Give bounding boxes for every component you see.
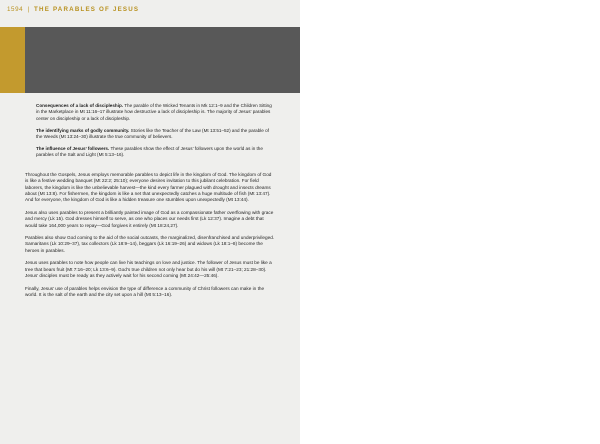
body-paragraph: Throughout the Gospels, Jesus employs memorable parables to depict life in the kingdom of God. The kingdom of God is like a festive wedding banquet (Mt 22:2; 25:10); everyone desires invitation to this jubilant celebration. For field laborers, the kingdom is like the unbelievable harvest—the kind every farmer plagued with drought and insects dreams about (Mt 13:8). For fishermen, the kingdom is like a net that unexpectedly catches a huge multitude of fish (Mt 13:47). And for everyone, the kingdom of God is like a hidden treasure one stumbles upon unexpectedly (Mt 13:44). — [25, 172, 272, 203]
body-paragraph: Parables also show God coming to the aid of the social outcasts, the marginalized, disenfranchised and underprivileged. Samaritans (Lk 10:29–37), tax collectors (Lk 18:9–14), beggars (Lk 16:19–26) and widows (Lk 18:1–8) become the heroes in parables. — [25, 235, 275, 253]
gold-tab — [0, 27, 25, 93]
header-band — [0, 27, 300, 93]
callout-list — [36, 103, 274, 164]
running-head-separator: | — [27, 6, 30, 13]
callout-text: The parable of the Wicked Tenants in Mk 12:1–9 and the Children Sitting in the Marketplace in Mt 11:16–17 illustrate how destructive a lack of discipleship is. The majority of Jesus’ parables center on discipleship or a lack of discipleship. — [36, 103, 272, 121]
callout-item — [36, 146, 274, 159]
body-paragraph: Finally, Jesus’ use of parables helps envision the type of difference a community of Christ followers can make in the world. It is the salt of the earth and the city set upon a hill (Mt 5:13–16). — [25, 285, 265, 297]
callout-text: Stories like the Teacher of the Law (Mt 13:51–52) and the parable of the Weeds (Mt 13:24–30) illustrate the true community of believers. — [36, 127, 269, 139]
running-head-title: THE PARABLES OF JESUS — [34, 6, 140, 13]
body-text — [25, 172, 275, 304]
callout-text: These parables show the effect of Jesus’ followers upon the world as in the parables of the Salt and Light (Mt 5:13–16). — [36, 146, 263, 158]
callout-item — [36, 103, 274, 122]
running-head — [7, 6, 139, 13]
callout-heading: The identifying marks of godly community. — [36, 127, 130, 133]
callout-heading: Consequences of a lack of discipleship. — [36, 103, 124, 108]
body-paragraph: Jesus also uses parables to present a brilliantly painted image of God as a compassionate father overflowing with grace and mercy (Lk 15). God dresses himself to serve, as one who places our needs first (Lk 12:37). Imagine a debt that would take 164,000 years to repay—God forgives it entirely (Mt 18:24,27). — [25, 209, 274, 228]
callout-item — [36, 128, 274, 141]
page-number: 1594 — [7, 6, 24, 13]
body-paragraph: Jesus uses parables to note how people can live his teachings on love and justice. The follower of Jesus must be like a tree that bears fruit (Mt 7:16–20; Lk 13:6–9). God’s true children not only hear but do his will (Mt 7:21–23; 21:28–30). Jesus’ disciples must be ready as they actively wait for his second coming (Mt 24:42—25:46). — [25, 260, 272, 279]
callout-heading: The influence of Jesus’ followers. — [36, 146, 110, 152]
